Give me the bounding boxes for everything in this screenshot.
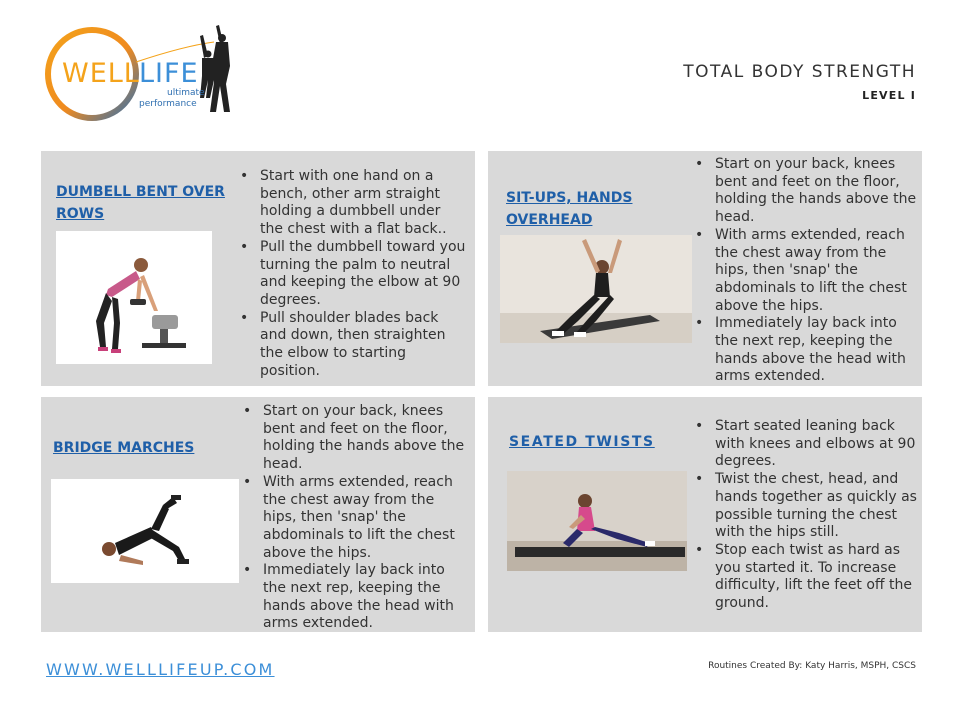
exercise-title[interactable]: BRIDGE MARCHES <box>53 440 195 456</box>
logo-word-life: LIFE <box>139 58 199 89</box>
step-item: • Pull the dumbbell toward you turning the palm to neutral and keeping the elbow at 90 degrees. <box>240 239 466 310</box>
exercise-photo <box>56 231 212 364</box>
step-item: • With arms extended, reach the chest away from the hips, then 'snap' the abdominals to lift the chest above the hips. <box>695 227 917 316</box>
logo-tagline-2: performance <box>139 99 197 109</box>
logo-tagline-1: ultimate <box>167 88 205 98</box>
exercise-photo <box>507 471 687 571</box>
exercise-steps <box>695 418 917 613</box>
exercise-photo <box>51 479 239 583</box>
sit-up-figure-icon <box>500 235 692 343</box>
exercise-title[interactable]: DUMBELL BENT OVER ROWS <box>56 184 225 222</box>
exercise-title[interactable]: SIT-UPS, HANDS OVERHEAD <box>506 190 633 228</box>
exercise-steps <box>695 156 917 386</box>
level-label: LEVEL I <box>862 89 916 102</box>
step-item: • Stop each twist as hard as you started it. To increase difficulty, lift the feet off the ground. <box>695 542 917 613</box>
dumbbell-row-figure-icon <box>56 231 212 364</box>
exercise-card-seated-twists <box>488 397 922 632</box>
step-item: • Start with one hand on a bench, other arm straight holding a dumbbell under the chest with a flat back.. <box>240 168 466 239</box>
step-item: • Twist the chest, head, and hands together as quickly as possible turning the chest with the hips still. <box>695 471 917 542</box>
exercise-card-dumbbell-rows <box>41 151 475 386</box>
bridge-march-figure-icon <box>51 479 239 583</box>
step-item: • Start on your back, knees bent and feet on the floor, holding the hands above the head. <box>695 156 917 227</box>
credit-text: Routines Created By: Katy Harris, MSPH, CSCS <box>708 661 916 671</box>
step-item: • Immediately lay back into the next rep, keeping the hands above the head with arms extended. <box>243 562 469 633</box>
exercise-title[interactable]: SEATED TWISTS <box>509 434 655 450</box>
seated-twist-figure-icon <box>507 471 687 571</box>
exercise-card-sit-ups <box>488 151 922 386</box>
exercise-photo <box>500 235 692 343</box>
step-item: • Pull shoulder blades back and down, then straighten the elbow to starting position. <box>240 310 466 381</box>
step-item: • Start seated leaning back with knees and elbows at 90 degrees. <box>695 418 917 471</box>
step-item: • With arms extended, reach the chest away from the hips, then 'snap' the abdominals to lift the chest above the hips. <box>243 474 469 563</box>
logo-word-well: WELL <box>62 58 140 89</box>
exercise-steps <box>240 168 466 380</box>
step-item: • Start on your back, knees bent and feet on the floor, holding the hands above the head. <box>243 403 469 474</box>
brand-logo <box>44 24 244 124</box>
exercise-steps <box>243 403 469 633</box>
exercise-card-bridge-marches <box>41 397 475 632</box>
website-link[interactable]: WWW.WELLLIFEUP.COM <box>46 660 275 679</box>
page-title: TOTAL BODY STRENGTH <box>683 62 916 82</box>
step-item: • Immediately lay back into the next rep, keeping the hands above the head with arms extended. <box>695 315 917 386</box>
